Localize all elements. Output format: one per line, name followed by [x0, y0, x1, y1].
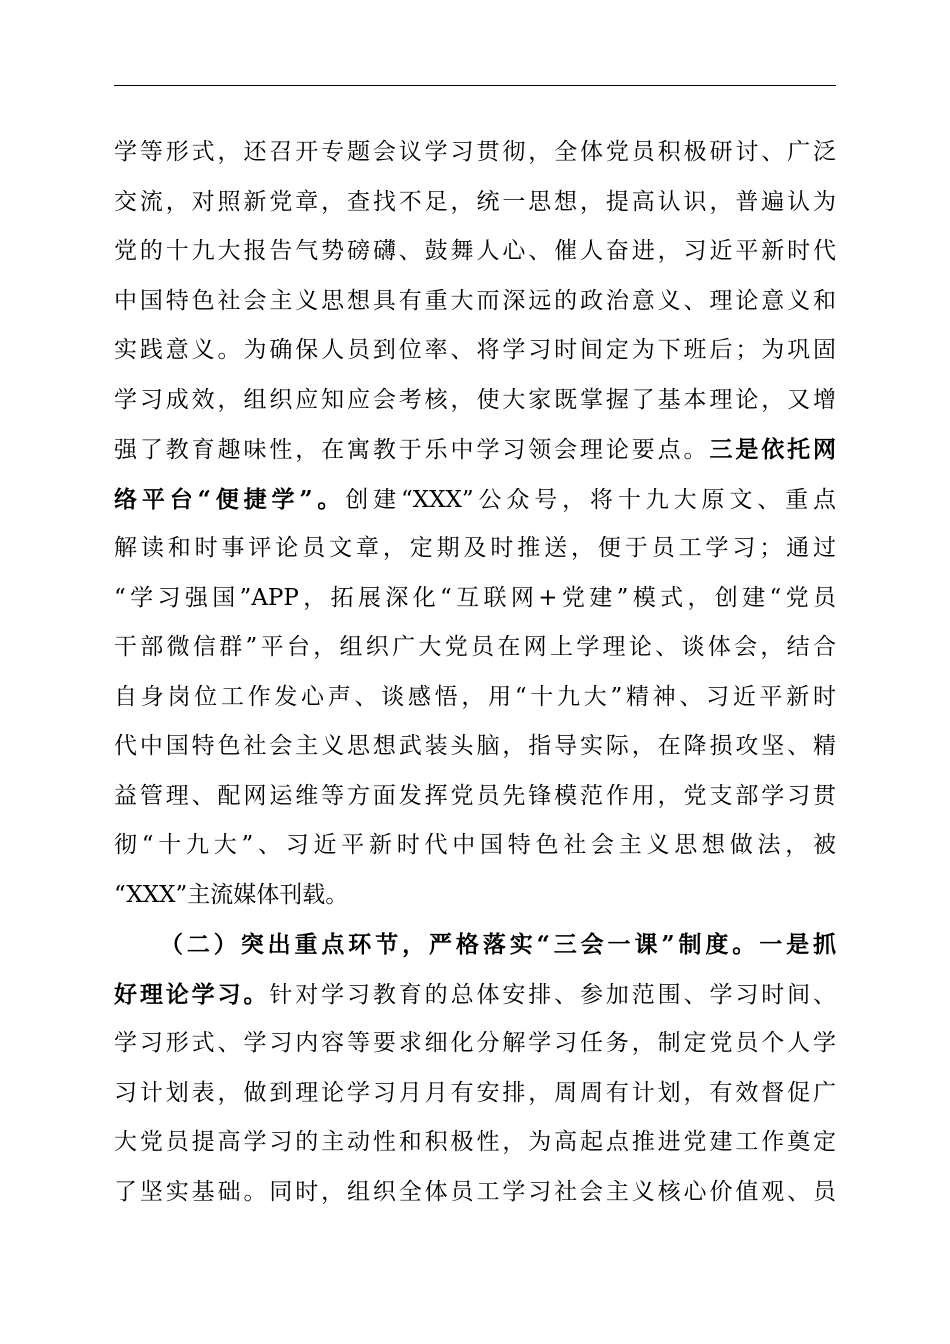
- paragraph-1: [114, 128, 836, 920]
- document-body: [114, 128, 836, 1217]
- text-line: 党的十九大报告气势磅礴、鼓舞人心、催人奋进，习近平新时代: [114, 238, 836, 264]
- text-line: 大党员提高学习的主动性和积极性，为高起点推进党建工作奠定: [114, 1129, 836, 1155]
- text-line: 益管理、配网运维等方面发挥党员先锋模范作用，党支部学习贯: [114, 782, 836, 809]
- header-rule: [114, 85, 836, 86]
- text-line: “XXX”主流媒体刊载。: [114, 881, 349, 908]
- text-line: 了坚实基础。同时，组织全体员工学习社会主义核心价值观、员: [114, 1178, 836, 1205]
- text-line: 好理论学习。针对学习教育的总体安排、参加范围、学习时间、: [114, 980, 837, 1008]
- text-line: 代中国特色社会主义思想武装头脑，指导实际，在降损攻坚、精: [114, 733, 836, 759]
- text-line: 自身岗位工作发心声、谈感悟，用“十九大”精神、习近平新时: [114, 683, 836, 710]
- text-line: 学习成效，组织应知应会考核，使大家既掌握了基本理论，又增: [114, 386, 836, 413]
- text-line: “学习强国”APP，拓展深化“互联网+党建”模式，创建“党员: [114, 584, 836, 611]
- text-line: 学习形式、学习内容等要求细化分解学习任务，制定党员个人学: [114, 1030, 836, 1056]
- text-line: 络平台“便捷学”。创建“XXX”公众号，将十九大原文、重点: [114, 485, 836, 513]
- bold-heading-run: 好理论学习。: [114, 980, 270, 1008]
- bold-heading-run: 络平台“便捷学”。: [114, 485, 346, 513]
- section-heading: （二）突出重点环节，严格落实“三会一课”制度。一是抓: [160, 931, 836, 958]
- text-line: 干部微信群”平台，组织广大党员在网上学理论、谈体会，结合: [114, 634, 836, 660]
- text-line: 彻“十九大”、习近平新时代中国特色社会主义思想做法，被: [114, 832, 836, 858]
- text-line: 实践意义。为确保人员到位率、将学习时间定为下班后；为巩固: [114, 337, 836, 363]
- text-line: 学等形式，还召开专题会议学习贯彻，全体党员积极研讨、广泛: [114, 139, 836, 165]
- paragraph-2: [114, 920, 836, 1217]
- text-line: 解读和时事评论员文章，定期及时推送，便于员工学习；通过: [114, 535, 836, 561]
- text-line: 习计划表，做到理论学习月月有安排，周周有计划，有效督促广: [114, 1079, 836, 1106]
- text-line: 强了教育趣味性，在寓教于乐中学习领会理论要点。三是依托网: [114, 436, 837, 463]
- text-line: 中国特色社会主义思想具有重大而深远的政治意义、理论意义和: [114, 287, 836, 314]
- text-line: 交流，对照新党章，查找不足，统一思想，提高认识，普遍认为: [114, 188, 836, 215]
- text-line: [114, 920, 836, 970]
- bold-heading-run: 三是依托网: [709, 436, 837, 463]
